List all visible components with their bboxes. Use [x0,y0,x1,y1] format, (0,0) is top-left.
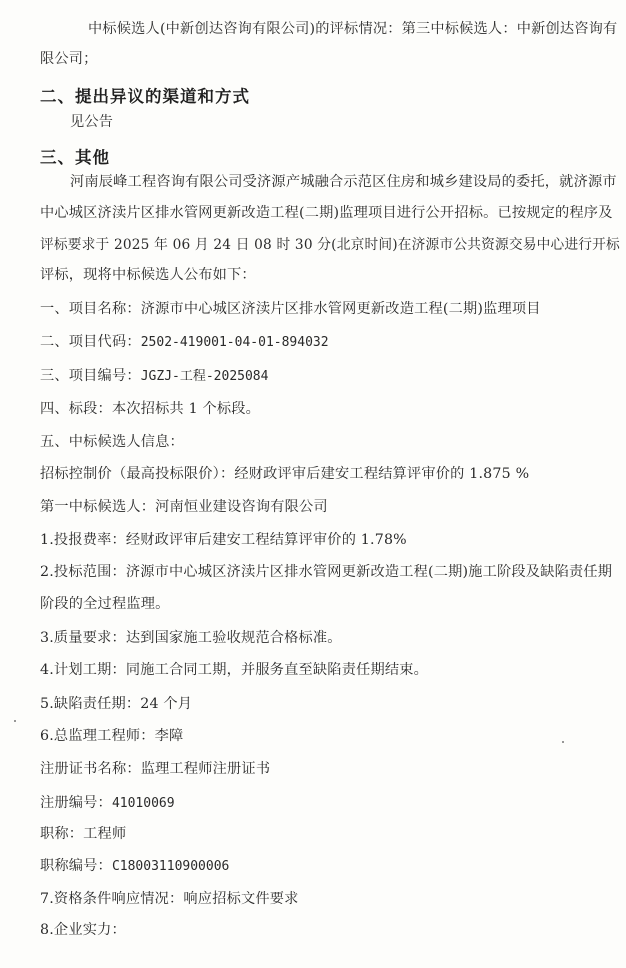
para-intro-line-2: 中心城区济渎片区排水管网更新改造工程(二期)监理项目进行公开招标。已按规定的程序及 [40,205,613,221]
section-heading-other: 三、其他 [40,148,110,167]
professional-title: 职称：工程师 [40,826,127,842]
item-project-code [40,334,329,351]
item-project-code-value: 2502-419001-04-01-894032 [140,335,329,350]
para-intro-line-4: 评标，现将中标候选人公布如下： [40,267,256,283]
para-intro-line-1: 河南辰峰工程咨询有限公司受济源产城融合示范区住房和城乡建设局的委托，就济源市 [70,174,617,190]
planned-schedule: 4.计划工期：同施工合同工期，并服务直至缺陷责任期结束。 [40,662,429,678]
registration-number-value: 41010069 [111,796,175,811]
bid-scope-line-2: 阶段的全过程监理。 [40,596,170,612]
item-project-name-value: 济源市中心城区济渎片区排水管网更新改造工程(二期)监理项目 [140,301,541,317]
item-project-number-value: JGZJ-工程-2025084 [140,369,269,384]
title-number [40,858,229,875]
section-heading-objection-channels: 二、提出异议的渠道和方式 [40,87,250,106]
registration-number [40,795,175,812]
bid-scope-line-1: 2.投标范围：济源市中心城区济渎片区排水管网更新改造工程(二期)施工阶段及缺陷责任期 [40,564,613,580]
chief-supervising-engineer: 6.总监理工程师：李障 [40,728,184,744]
cropped-text-fragment [40,0,120,4]
scan-speck [562,741,564,743]
control-price: 招标控制价（最高投标限价）：经财政评审后建安工程结算评审价的 1.875 % [40,466,530,482]
item-project-code-label: 二、项目代码： [40,334,141,350]
company-strength: 8.企业实力： [40,922,126,938]
item-project-number-label: 三、项目编号： [40,368,141,384]
registration-number-label: 注册编号： [40,795,112,811]
first-candidate: 第一中标候选人：河南恒业建设咨询有限公司 [40,499,328,515]
item-project-name [40,301,541,318]
title-number-value: C18003110900006 [111,859,230,874]
item-project-number [40,368,268,385]
quality-requirement: 3.质量要求：达到国家施工验收规范合格标准。 [40,630,342,646]
item-project-name-label: 一、项目名称： [40,301,141,317]
para-candidates-line-1: 中标候选人(中新创达咨询有限公司)的评标情况：第三中标候选人：中新创达咨询有 [88,21,618,37]
para-candidates-line-2: 限公司； [40,51,98,67]
item-section-count: 四、标段：本次招标共 1 个标段。 [40,401,261,417]
scan-speck [14,720,16,722]
bid-rate: 1.投报费率：经财政评审后建安工程结算评审价的 1.78% [40,532,407,548]
qualification-response: 7.资格条件响应情况：响应招标文件要求 [40,891,299,907]
certificate-name: 注册证书名称：监理工程师注册证书 [40,761,271,777]
defect-liability-period: 5.缺陷责任期：24 个月 [40,696,193,712]
title-number-label: 职称编号： [40,858,112,874]
section-body-see-announcement: 见公告 [70,114,114,130]
item-candidate-info: 五、中标候选人信息： [40,434,184,450]
para-intro-line-3: 评标要求于 2025 年 06 月 24 日 08 时 30 分(北京时间)在济源市公共资源交易中心进行开标 [40,237,620,253]
